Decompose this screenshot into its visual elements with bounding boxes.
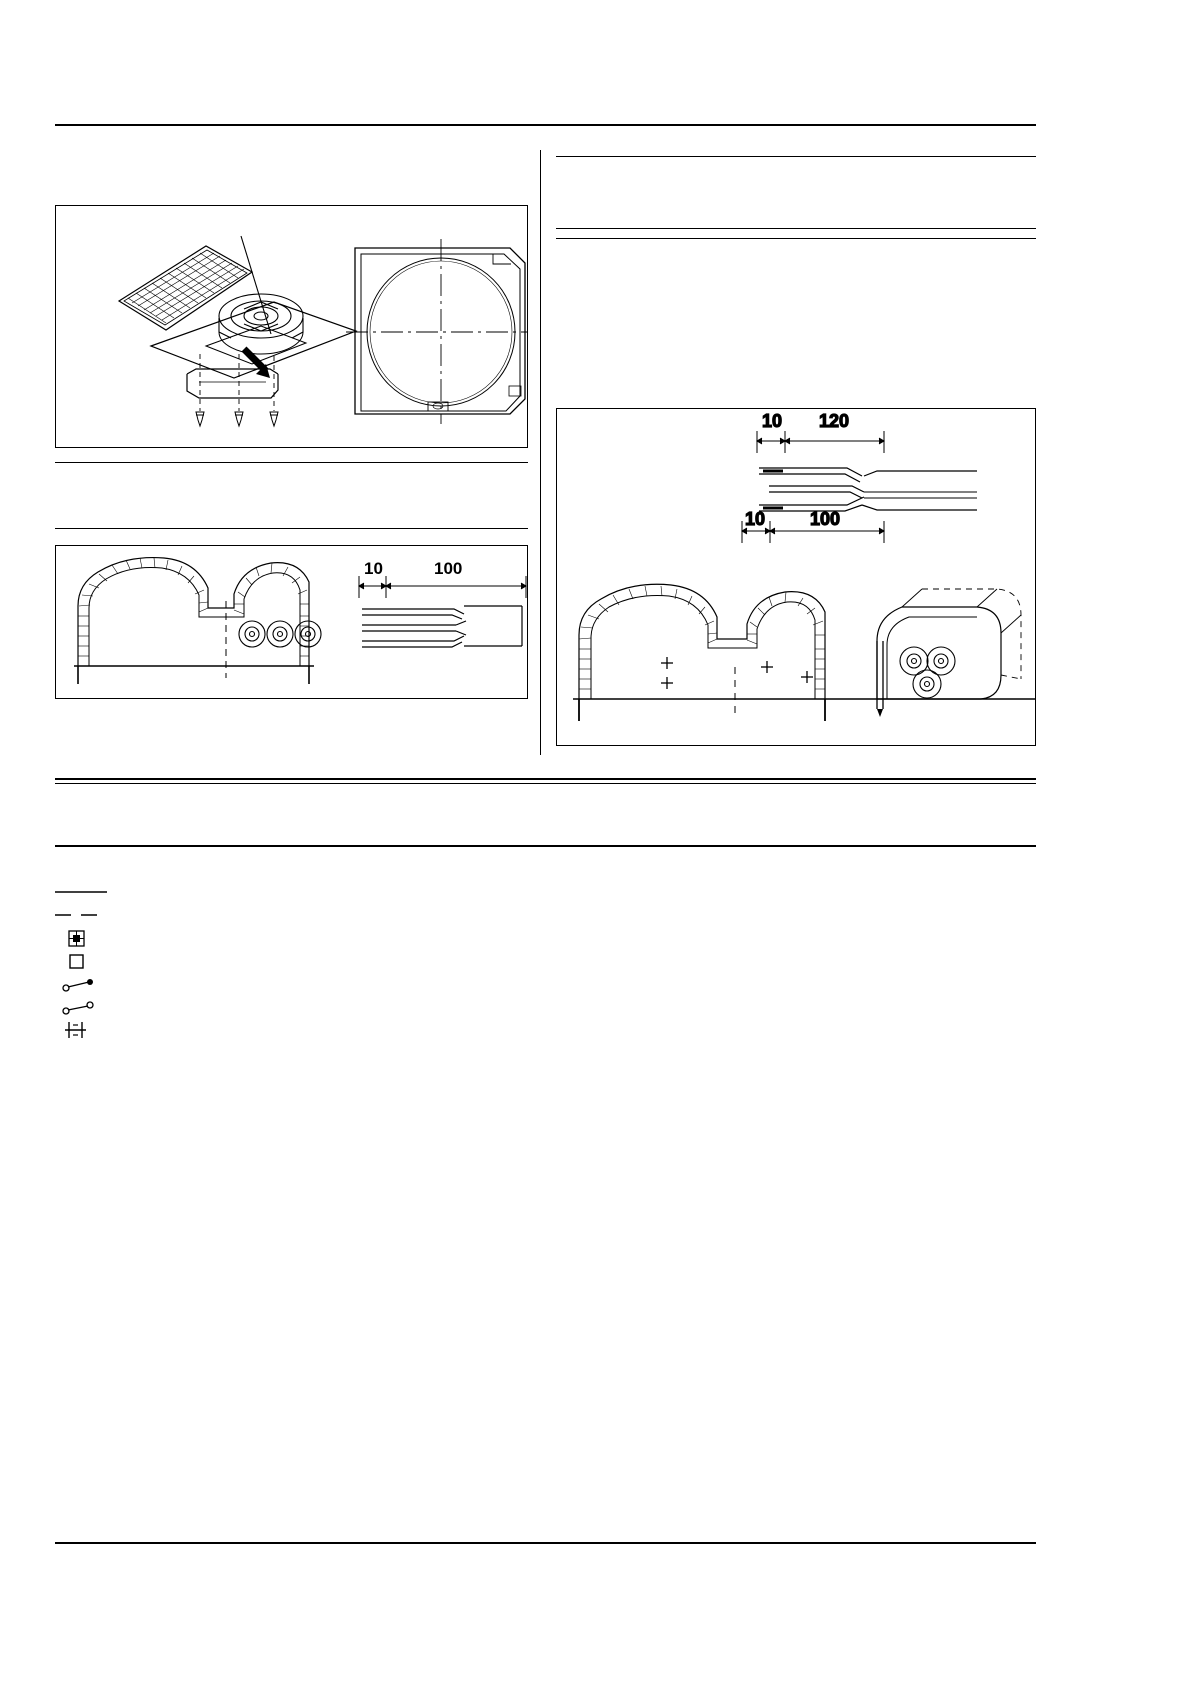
top-divider-rule — [55, 124, 1036, 126]
dim-label-120: 120 — [819, 411, 850, 431]
bottom-divider-rule — [55, 1542, 1036, 1544]
rule-section-left-a — [55, 528, 528, 529]
legend-block — [55, 880, 475, 1041]
terminal-block-icon — [55, 1019, 115, 1041]
figure-cable-left-box — [55, 545, 528, 699]
legend-top-rule — [55, 845, 1036, 847]
section-double-rule — [55, 778, 1036, 784]
dashed-line-icon — [55, 908, 115, 922]
right-col-rule-top — [556, 156, 1036, 157]
dim-label-10-bottom-right: 10 — [745, 509, 766, 529]
legend-row-switch-two-way — [55, 995, 475, 1018]
legend-row-terminal-block — [55, 1018, 475, 1041]
dim-label-10-left: 10 — [364, 559, 383, 578]
figure-fan-unit-box — [55, 205, 528, 448]
cable-duct-left-drawing — [56, 546, 527, 698]
right-col-rule-third — [556, 238, 1036, 239]
legend-row-junction-box — [55, 926, 475, 949]
right-col-rule-second — [556, 228, 1036, 229]
solid-line-icon — [55, 885, 115, 899]
cable-duct-right-drawing — [557, 409, 1035, 745]
dim-label-100-right: 100 — [810, 509, 841, 529]
switch-two-way-icon — [55, 997, 115, 1017]
legend-row-switch-open — [55, 972, 475, 995]
legend-row-solid-line — [55, 880, 475, 903]
fan-unit-drawing — [56, 206, 527, 447]
switch-open-icon — [55, 974, 115, 994]
square-box-icon — [55, 951, 115, 971]
legend-row-square-box — [55, 949, 475, 972]
junction-box-icon — [55, 928, 115, 948]
legend-row-dashed-line — [55, 903, 475, 926]
rule-under-figure-1 — [55, 462, 528, 463]
dim-label-100-left: 100 — [434, 559, 463, 578]
dim-label-10-top-right: 10 — [762, 411, 783, 431]
figure-cable-right-box — [556, 408, 1036, 746]
column-separator — [540, 150, 541, 755]
